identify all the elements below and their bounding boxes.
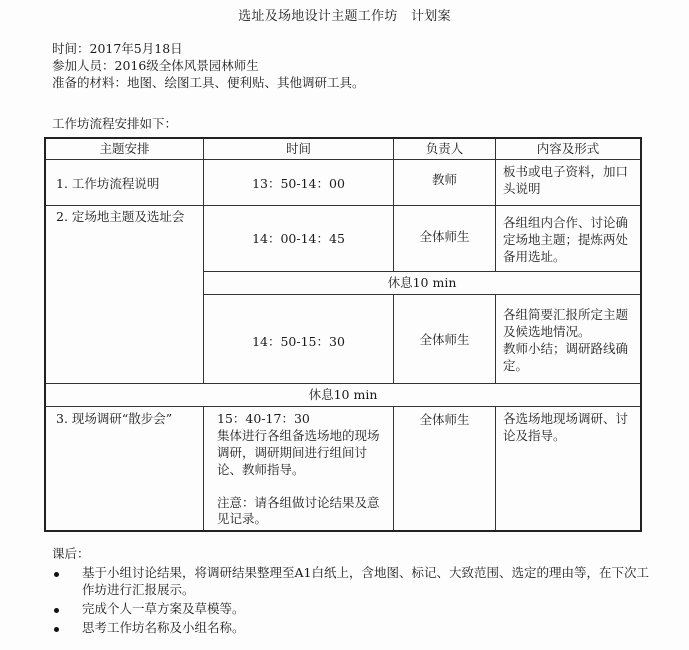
table-rule — [203, 271, 640, 272]
row1-time: 13：50-14：00 — [252, 176, 345, 191]
table-rule — [203, 294, 640, 295]
table-rule — [46, 205, 640, 206]
row3-owner: 全体师生 — [419, 332, 470, 347]
bullet-icon — [54, 627, 59, 632]
row2-time: 14：00-14：45 — [252, 231, 345, 246]
list-item-text: 完成个人一草方案及草模等。 — [82, 600, 245, 616]
row2-owner: 全体师生 — [419, 229, 470, 244]
table-rule — [46, 383, 640, 384]
info-materials: 准备的材料：地图、绘图工具、便利贴、其他调研工具。 — [52, 75, 365, 90]
break-label: 休息10 min — [308, 387, 378, 402]
list-item — [52, 601, 652, 618]
row4-time-block — [217, 411, 387, 528]
row3-content-line1: 各组简要汇报所定主题及候选地情况。 — [503, 307, 629, 339]
bullet-icon — [54, 572, 59, 577]
list-item — [52, 620, 652, 637]
list-item-text: 思考工作坊名称及小组名称。 — [82, 619, 245, 635]
row4-topic: 3. 现场调研“散步会” — [56, 411, 173, 426]
info-block — [52, 40, 365, 91]
row1-content: 板书或电子资料，加口头说明 — [503, 164, 629, 196]
table-rule — [203, 406, 204, 530]
table-rule — [46, 159, 640, 160]
header-owner: 负责人 — [425, 141, 464, 156]
break-label: 休息10 min — [387, 275, 457, 290]
row4-note: 注意：请各组做讨论结果及意见记录。 — [217, 494, 380, 527]
row4-owner: 全体师生 — [419, 412, 470, 427]
table-rule — [495, 294, 496, 383]
table-rule — [46, 406, 640, 407]
info-time: 时间：2017年5月18日 — [52, 41, 183, 56]
list-item-text: 基于小组讨论结果，将调研结果整理至A1白纸上，含地图、标记、大致范围、选定的理由等，在下次工作坊进行汇报展示。 — [82, 565, 649, 597]
row4-desc: 集体进行各组备选场地的现场调研，调研期间进行组间讨论、教师指导。 — [217, 427, 380, 477]
flow-heading: 工作坊流程安排如下： — [52, 116, 178, 131]
after-class-list — [52, 565, 652, 639]
bullet-icon — [54, 608, 59, 613]
row4-content: 各选场地现场调研、讨论及指导。 — [503, 411, 629, 443]
table-rule — [495, 139, 496, 271]
row2-content: 各组组内合作、讨论确定场地主题；提炼两处备用选址。 — [503, 215, 629, 264]
row3-content — [503, 307, 635, 375]
row4-time: 15：40-17：30 — [217, 411, 310, 426]
row2-topic: 2. 定场地主题及选址会 — [56, 209, 185, 224]
info-participants: 参加人员：2016级全体风景园林师生 — [52, 58, 259, 73]
row1-owner: 教师 — [431, 172, 457, 187]
table-rule — [393, 139, 394, 271]
schedule-table — [44, 137, 642, 532]
row3-content-line2: 教师小结；调研路线确定。 — [503, 340, 629, 373]
after-class-heading: 课后： — [52, 546, 90, 561]
document-title: 选址及场地设计主题工作坊 计划案 — [238, 9, 451, 24]
row3-time: 14：50-15：30 — [252, 334, 345, 349]
row1-topic: 1. 工作坊流程说明 — [56, 176, 160, 191]
header-time: 时间 — [285, 141, 311, 156]
list-item — [52, 565, 652, 599]
header-content: 内容及形式 — [536, 141, 600, 156]
table-rule — [495, 406, 496, 530]
header-topic: 主题安排 — [99, 141, 150, 156]
